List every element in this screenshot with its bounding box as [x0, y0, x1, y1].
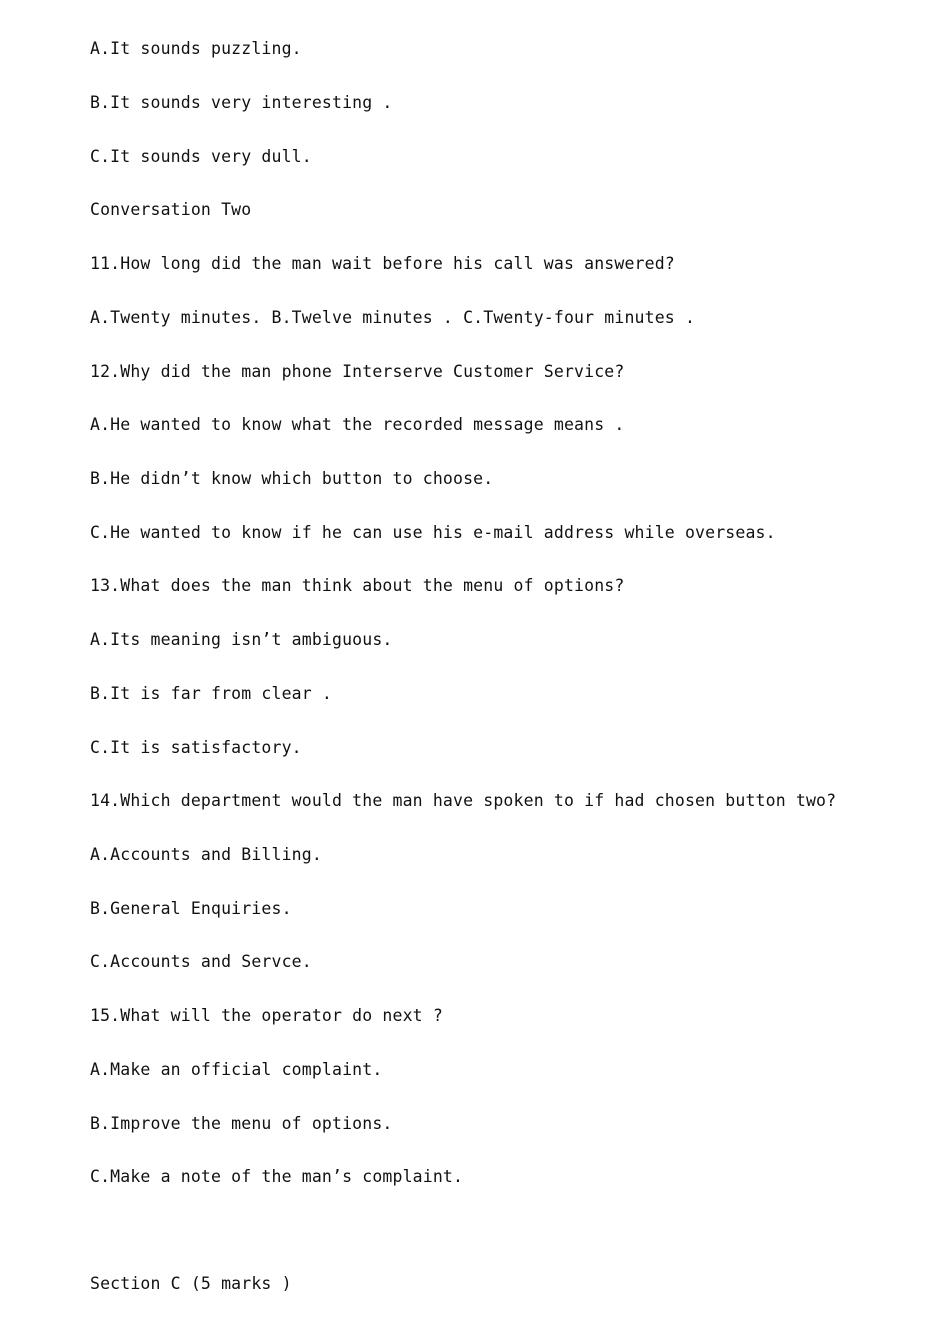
option-a-puzzling: A.It sounds puzzling.: [90, 39, 302, 58]
question-15-option-c: C.Make a note of the man’s complaint.: [90, 1167, 464, 1186]
question-13-option-b: B.It is far from clear .: [90, 684, 333, 703]
question-14-option-b: B.General Enquiries.: [90, 899, 292, 918]
section-heading-conversation-two: Conversation Two: [90, 200, 252, 219]
question-11-options: A.Twenty minutes. B.Twelve minutes . C.Twenty-four minutes .: [90, 308, 696, 327]
question-11: 11.How long did the man wait before his call was answered?: [90, 254, 675, 273]
question-12-option-b: B.He didn’t know which button to choose.: [90, 469, 494, 488]
question-15: 15.What will the operator do next ?: [90, 1006, 443, 1025]
question-13-option-a: A.Its meaning isn’t ambiguous.: [90, 630, 393, 649]
question-15-option-a: A.Make an official complaint.: [90, 1060, 383, 1079]
question-13: 13.What does the man think about the menu of options?: [90, 576, 625, 595]
question-12: 12.Why did the man phone Interserve Customer Service?: [90, 362, 625, 381]
question-14: 14.Which department would the man have spoken to if had chosen button two?: [90, 791, 837, 810]
question-15-option-b: B.Improve the menu of options.: [90, 1114, 393, 1133]
section-heading-section-c: Section C (5 marks ): [90, 1274, 292, 1293]
question-12-option-a: A.He wanted to know what the recorded message means .: [90, 415, 625, 434]
question-14-option-a: A.Accounts and Billing.: [90, 845, 322, 864]
question-14-option-c: C.Accounts and Servce.: [90, 952, 312, 971]
question-12-option-c: C.He wanted to know if he can use his e-mail address while overseas.: [90, 523, 776, 542]
option-c-dull: C.It sounds very dull.: [90, 147, 312, 166]
question-13-option-c: C.It is satisfactory.: [90, 738, 302, 757]
option-b-interesting: B.It sounds very interesting .: [90, 93, 393, 112]
